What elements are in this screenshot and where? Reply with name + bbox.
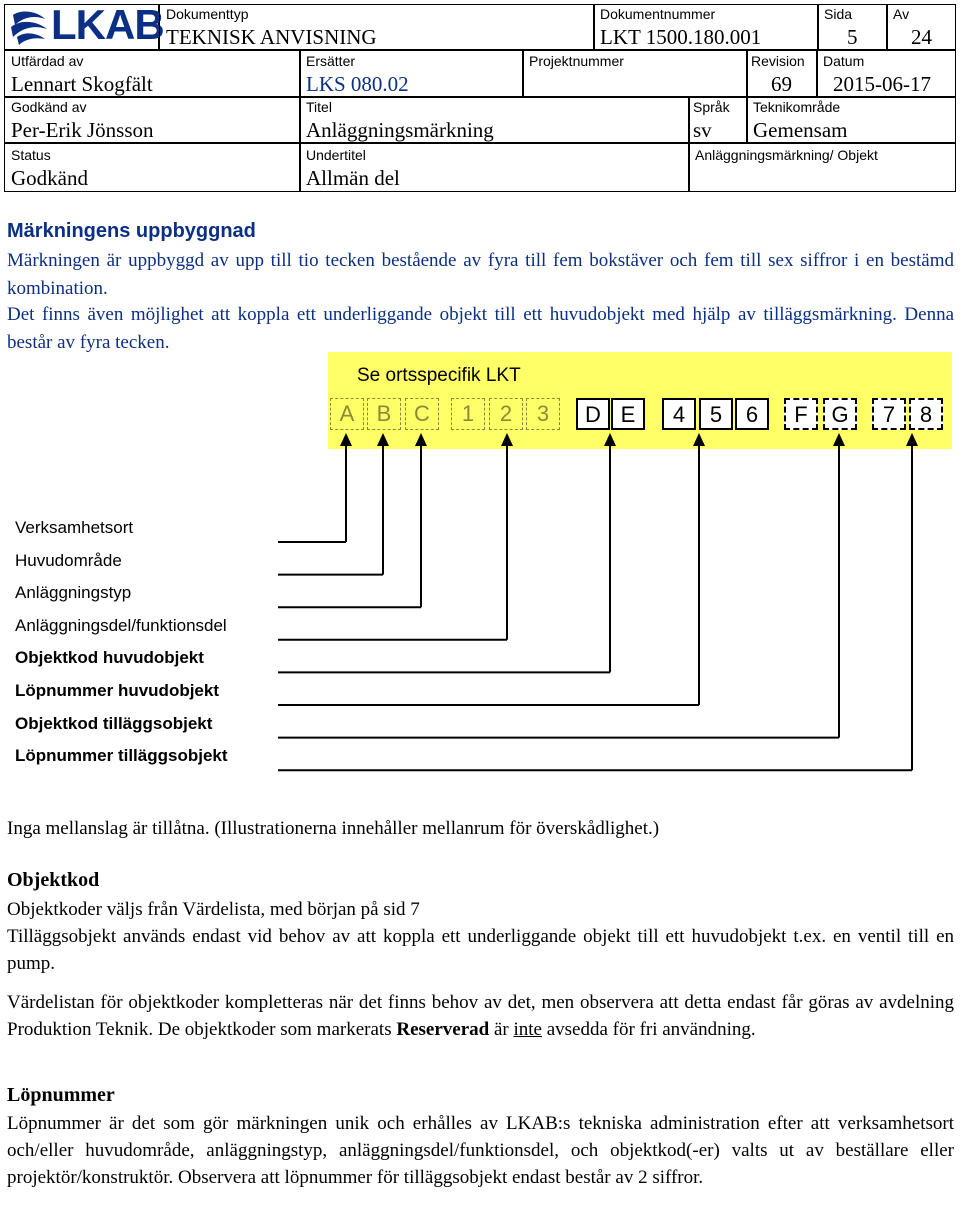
title-value: Anläggningsmärkning: [306, 118, 494, 142]
revision-label: Revision: [751, 53, 805, 69]
lang-value: sv: [693, 118, 712, 142]
approved-value: Per-Erik Jönsson: [11, 118, 154, 142]
char-box-1: A: [330, 398, 364, 430]
category-cell: [688, 142, 956, 192]
replaces-value: LKS 080.02: [306, 72, 409, 96]
document-header: [4, 1, 956, 192]
docnum-cell: [593, 4, 819, 50]
char-box-5: 2: [489, 398, 523, 430]
arrow-head-2: [377, 433, 389, 446]
area-value: Gemensam: [753, 118, 848, 142]
diagram-label-3: Anläggningstyp: [15, 583, 132, 603]
arrow-head-1: [340, 433, 352, 446]
page-value: 5: [847, 25, 858, 49]
docnum-label: Dokumentnummer: [600, 6, 716, 22]
intro-paragraph-2: Det finns även möjlighet att koppla ett underliggande objekt till ett huvudobjekt med hjälp av tilläggsmärkning. Denna består av fyra tecken.: [7, 304, 954, 353]
char-box-2: B: [367, 398, 401, 430]
doctype-cell: [159, 4, 595, 50]
diagram-label-1: Verksamhetsort: [15, 518, 134, 537]
date-value: 2015-06-17: [833, 72, 931, 96]
char-box-10: 5: [699, 398, 733, 430]
title-label: Titel: [306, 99, 332, 115]
approved-label: Godkänd av: [11, 99, 87, 115]
char-box-3: C: [405, 398, 439, 430]
revision-cell: [746, 50, 818, 98]
date-label: Datum: [823, 53, 865, 69]
objektkod-line-1: Objektkoder väljs från Värdelista, med början på sid 7: [7, 899, 420, 920]
marking-structure-diagram: [0, 352, 960, 780]
inte-term: inte: [513, 1019, 542, 1040]
arrow-head-5: [604, 433, 616, 446]
logo-cell: [4, 1, 164, 50]
arrow-head-7: [833, 433, 845, 446]
date-cell: [816, 50, 956, 98]
char-box-14: 7: [872, 398, 906, 430]
doctype-label: Dokumenttyp: [166, 6, 249, 22]
subtitle-value: Allmän del: [306, 166, 400, 190]
project-cell: [522, 50, 748, 98]
diagram-label-8: Löpnummer tilläggsobjekt: [15, 746, 228, 766]
subtitle-label: Undertitel: [306, 147, 366, 163]
diagram-label-2: Huvudområde: [15, 550, 122, 570]
logo-text: LKAB: [51, 1, 164, 48]
doctype-value: TEKNISK ANVISNING: [166, 25, 377, 49]
of-cell: [886, 4, 956, 50]
diagram-label-4: Anläggningsdel/funktionsdel: [15, 615, 227, 635]
char-box-11: 6: [735, 398, 769, 430]
docnum-value: LKT 1500.180.001: [600, 25, 762, 49]
section-heading-uppbyggnad: Märkningens uppbyggnad: [7, 220, 256, 242]
category-value: Anläggningsmärkning/ Objekt: [695, 147, 878, 163]
diagram-label-6: Löpnummer huvudobjekt: [15, 681, 219, 700]
title-cell: [299, 96, 690, 144]
diagram-label-5: Objektkod huvudobjekt: [15, 648, 204, 668]
replaces-cell: [299, 50, 524, 98]
area-cell: [746, 96, 956, 144]
char-box-13: G: [823, 398, 857, 430]
arrow-head-8: [906, 433, 918, 446]
project-label: Projektnummer: [529, 53, 624, 69]
section-heading-objektkod: Objektkod: [7, 869, 100, 891]
issued-value: Lennart Skogfält: [11, 72, 153, 96]
revision-value: 69: [771, 72, 792, 96]
page-cell: [817, 4, 888, 50]
section-heading-lopnummer: Löpnummer: [7, 1084, 115, 1106]
status-cell: [4, 142, 301, 192]
page-label: Sida: [824, 6, 853, 22]
objektkod-paragraph-2: Värdelistan för objektkoder kompletteras när det finns behov av det, men observera att detta endast får göras av avdelning Produktion Teknik. De objektkoder som markerats Reserverad är inte avsedda för fri användning.: [7, 992, 954, 1040]
char-box-15: 8: [909, 398, 943, 430]
intro-paragraph-1: Märkningen är uppbyggd av upp till tio tecken bestående av fyra till fem bokstäver och fem till sex siffror i en bestämd kombination.: [7, 250, 954, 299]
char-box-4: 1: [451, 398, 485, 430]
arrow-head-4: [501, 433, 513, 446]
status-value: Godkänd: [11, 166, 88, 190]
diagram-label-7: Objektkod tilläggsobjekt: [15, 713, 213, 733]
char-box-8: E: [611, 398, 645, 430]
subtitle-cell: [299, 142, 690, 192]
issued-label: Utfärdad av: [11, 53, 84, 69]
issued-cell: [4, 50, 301, 98]
replaces-label: Ersätter: [306, 53, 356, 69]
char-box-6: 3: [526, 398, 560, 430]
char-box-12: F: [784, 398, 818, 430]
reserverad-term: Reserverad: [396, 1019, 490, 1040]
lang-label: Språk: [693, 99, 730, 115]
lopnummer-paragraph: Löpnummer är det som gör märkningen unik och erhålles av LKAB:s tekniska administration efter att verksamhetsort och/eller huvudområde, anläggningstyp, anläggningsdel/funktionsdel, och objektkod(-er) valts ut av beställare eller projektör/konstruktör. Observera att löpnummer för tilläggsobjekt endast består av 2 siffror.: [7, 1113, 954, 1188]
approved-cell: [4, 96, 301, 144]
no-spaces-note: Inga mellanslag är tillåtna. (Illustrationerna innehåller mellanrum för överskådlighet.): [7, 818, 660, 839]
char-box-7: D: [576, 398, 610, 430]
char-box-9: 4: [662, 398, 696, 430]
arrow-head-6: [693, 433, 705, 446]
lang-cell: [688, 96, 748, 144]
objektkod-line-2: Tilläggsobjekt används endast vid behov av att koppla ett underliggande objekt till ett huvudobjekt t.ex. en ventil till en pump.: [7, 926, 954, 974]
of-label: Av: [893, 6, 910, 22]
of-value: 24: [911, 25, 932, 49]
status-label: Status: [11, 147, 51, 163]
banner-title: Se ortsspecifik LKT: [357, 365, 521, 386]
arrow-head-3: [415, 433, 427, 446]
area-label: Teknikområde: [753, 99, 841, 115]
